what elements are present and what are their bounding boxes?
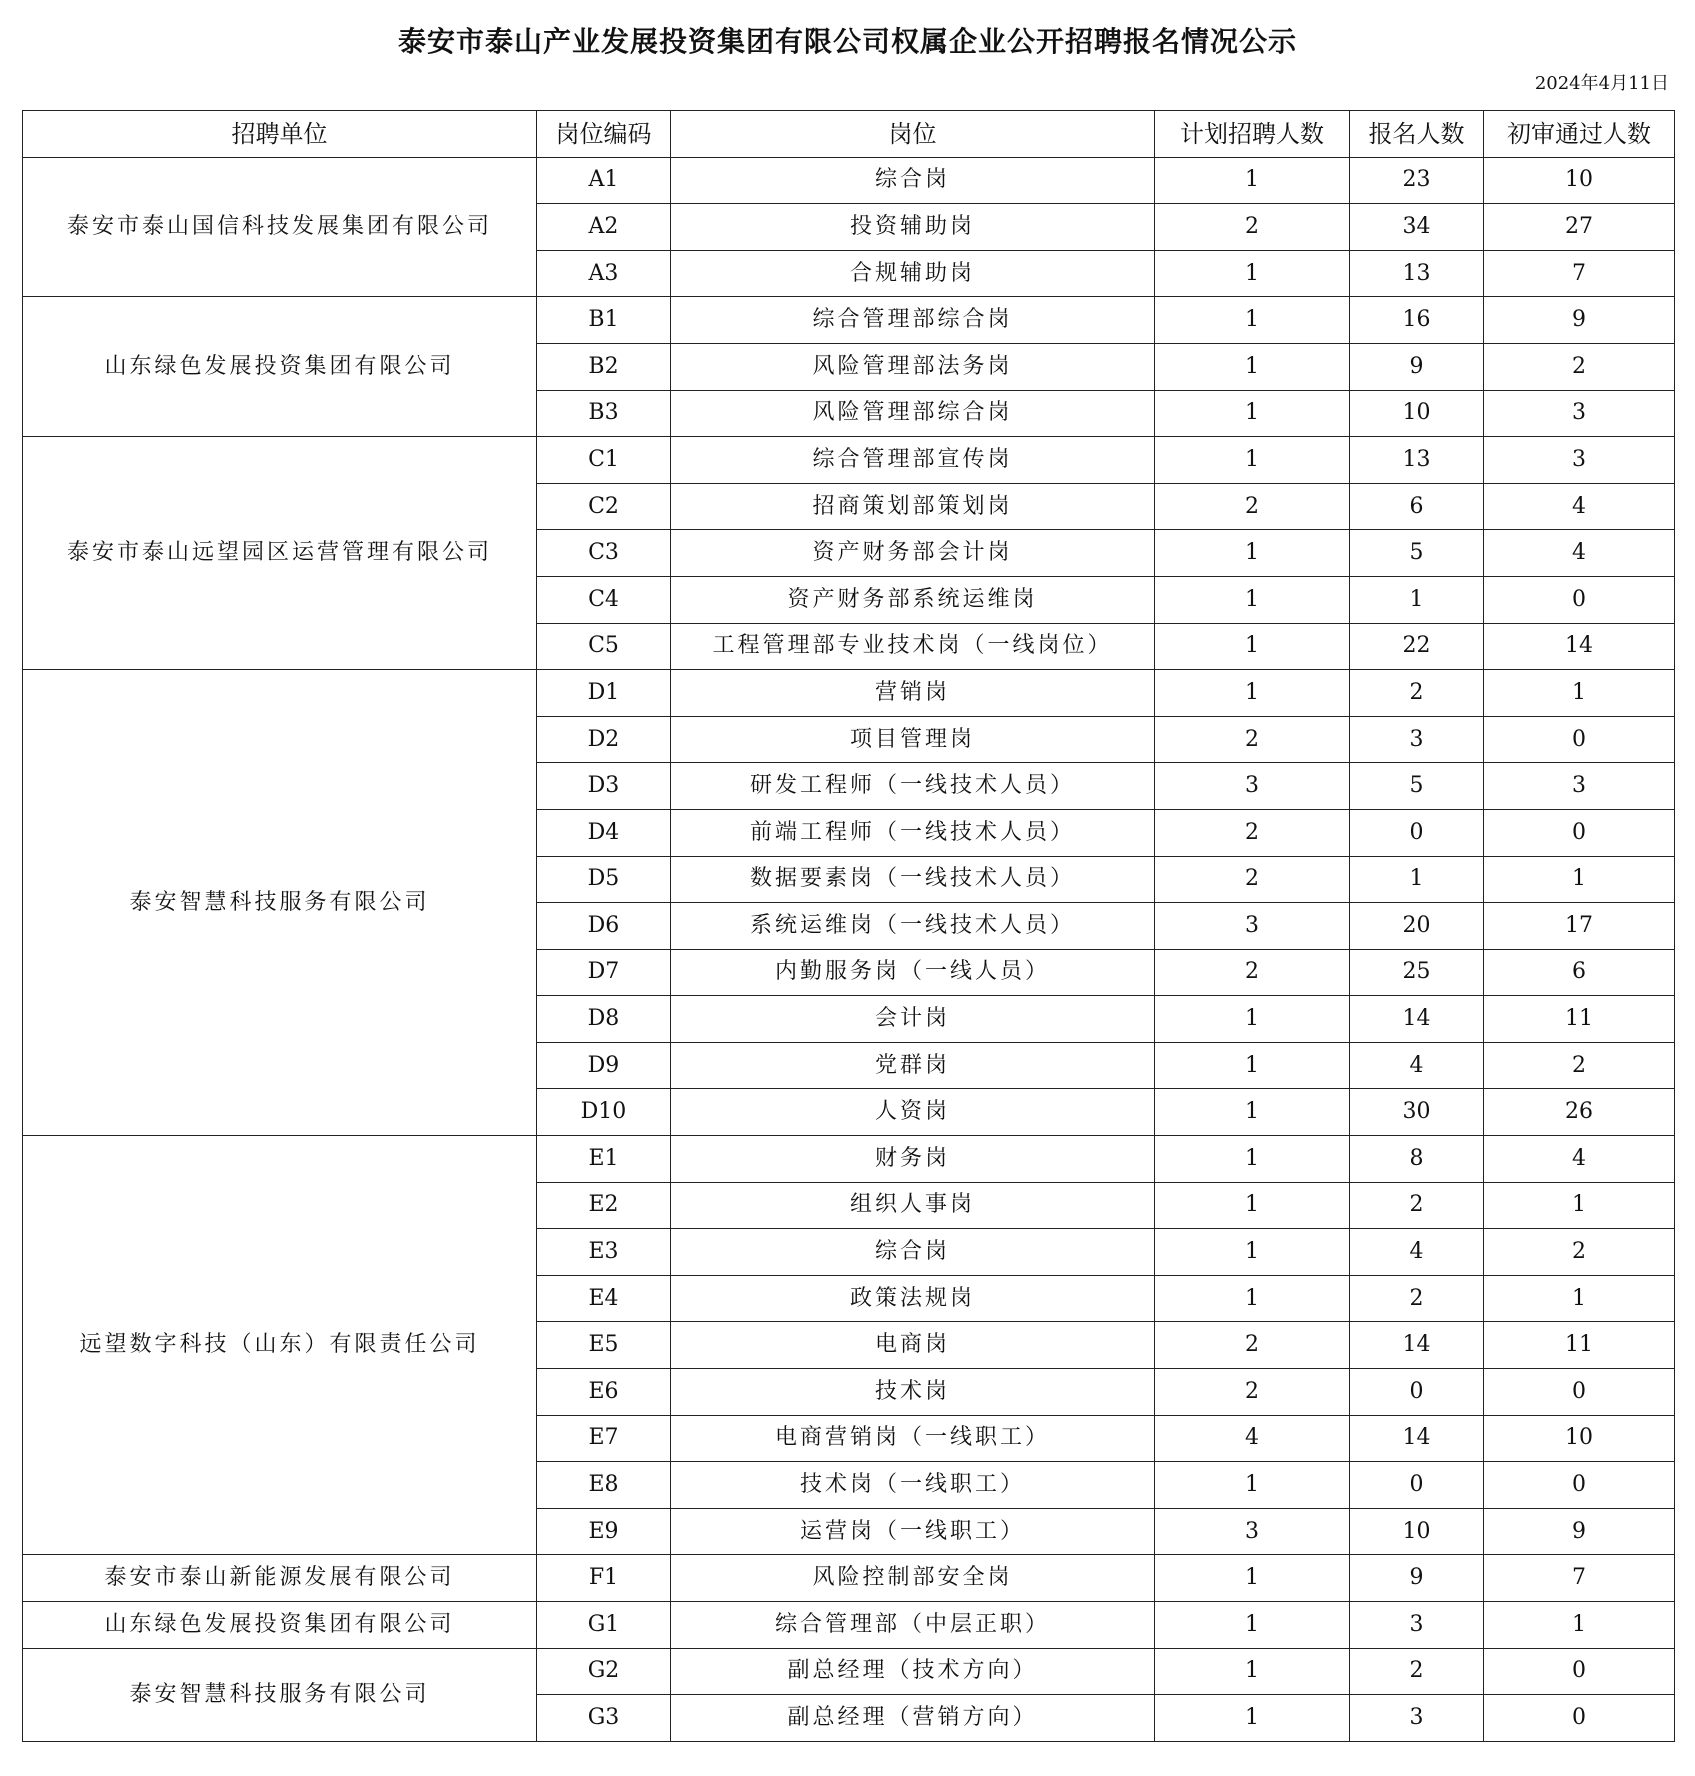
planned-hires-cell: 1 [1155, 1229, 1350, 1276]
position-cell: 综合管理部（中层正职） [671, 1602, 1155, 1649]
passed-screening-cell: 3 [1484, 437, 1675, 484]
passed-screening-cell: 0 [1484, 1695, 1675, 1742]
position-cell: 电商营销岗（一线职工） [671, 1415, 1155, 1462]
recruiting-unit-cell: 泰安智慧科技服务有限公司 [23, 1648, 537, 1741]
table-row [23, 297, 1675, 344]
position-code-cell: D8 [537, 996, 671, 1043]
passed-screening-cell: 2 [1484, 1229, 1675, 1276]
applicants-cell: 34 [1350, 204, 1484, 251]
applicants-cell: 10 [1350, 390, 1484, 437]
applicants-cell: 4 [1350, 1042, 1484, 1089]
position-code-cell: C4 [537, 576, 671, 623]
applicants-cell: 2 [1350, 670, 1484, 717]
passed-screening-cell: 0 [1484, 1369, 1675, 1416]
position-code-cell: A3 [537, 250, 671, 297]
planned-hires-cell: 1 [1155, 1089, 1350, 1136]
position-code-cell: D2 [537, 716, 671, 763]
applicants-cell: 1 [1350, 856, 1484, 903]
position-cell: 党群岗 [671, 1042, 1155, 1089]
planned-hires-cell: 1 [1155, 623, 1350, 670]
position-code-cell: D4 [537, 809, 671, 856]
passed-screening-cell: 2 [1484, 1042, 1675, 1089]
passed-screening-cell: 9 [1484, 297, 1675, 344]
recruiting-unit-cell: 山东绿色发展投资集团有限公司 [23, 297, 537, 437]
position-cell: 技术岗（一线职工） [671, 1462, 1155, 1509]
planned-hires-cell: 1 [1155, 1555, 1350, 1602]
planned-hires-cell: 2 [1155, 716, 1350, 763]
position-cell: 综合岗 [671, 1229, 1155, 1276]
applicants-cell: 20 [1350, 903, 1484, 950]
planned-hires-cell: 2 [1155, 809, 1350, 856]
applicants-cell: 2 [1350, 1275, 1484, 1322]
planned-hires-cell: 2 [1155, 949, 1350, 996]
position-cell: 组织人事岗 [671, 1182, 1155, 1229]
position-code-cell: E2 [537, 1182, 671, 1229]
position-code-cell: D9 [537, 1042, 671, 1089]
applicants-cell: 0 [1350, 1369, 1484, 1416]
position-cell: 资产财务部会计岗 [671, 530, 1155, 577]
passed-screening-cell: 9 [1484, 1508, 1675, 1555]
position-cell: 电商岗 [671, 1322, 1155, 1369]
header-position-code: 岗位编码 [537, 111, 671, 158]
planned-hires-cell: 2 [1155, 483, 1350, 530]
header-planned-hires: 计划招聘人数 [1155, 111, 1350, 158]
planned-hires-cell: 1 [1155, 1275, 1350, 1322]
passed-screening-cell: 10 [1484, 1415, 1675, 1462]
planned-hires-cell: 4 [1155, 1415, 1350, 1462]
position-code-cell: D1 [537, 670, 671, 717]
position-code-cell: C5 [537, 623, 671, 670]
passed-screening-cell: 2 [1484, 343, 1675, 390]
applicants-cell: 0 [1350, 809, 1484, 856]
applicants-cell: 4 [1350, 1229, 1484, 1276]
applicants-cell: 0 [1350, 1462, 1484, 1509]
applicants-cell: 13 [1350, 437, 1484, 484]
planned-hires-cell: 1 [1155, 1462, 1350, 1509]
table-row [23, 157, 1675, 204]
position-code-cell: D3 [537, 763, 671, 810]
publish-date: 2024年4月11日 [1534, 73, 1669, 94]
passed-screening-cell: 7 [1484, 1555, 1675, 1602]
header-passed-screening: 初审通过人数 [1484, 111, 1675, 158]
planned-hires-cell: 1 [1155, 670, 1350, 717]
applicants-cell: 22 [1350, 623, 1484, 670]
position-cell: 副总经理（技术方向） [671, 1648, 1155, 1695]
applicants-cell: 14 [1350, 1415, 1484, 1462]
planned-hires-cell: 2 [1155, 204, 1350, 251]
position-cell: 内勤服务岗（一线人员） [671, 949, 1155, 996]
position-code-cell: E5 [537, 1322, 671, 1369]
passed-screening-cell: 1 [1484, 856, 1675, 903]
position-code-cell: C3 [537, 530, 671, 577]
applicants-cell: 5 [1350, 530, 1484, 577]
applicants-cell: 2 [1350, 1182, 1484, 1229]
planned-hires-cell: 1 [1155, 437, 1350, 484]
passed-screening-cell: 11 [1484, 1322, 1675, 1369]
passed-screening-cell: 27 [1484, 204, 1675, 251]
header-applicants: 报名人数 [1350, 111, 1484, 158]
passed-screening-cell: 14 [1484, 623, 1675, 670]
planned-hires-cell: 1 [1155, 576, 1350, 623]
passed-screening-cell: 0 [1484, 809, 1675, 856]
position-cell: 财务岗 [671, 1136, 1155, 1183]
position-cell: 综合管理部综合岗 [671, 297, 1155, 344]
position-code-cell: D6 [537, 903, 671, 950]
position-code-cell: B3 [537, 390, 671, 437]
passed-screening-cell: 4 [1484, 1136, 1675, 1183]
position-cell: 人资岗 [671, 1089, 1155, 1136]
planned-hires-cell: 3 [1155, 903, 1350, 950]
passed-screening-cell: 1 [1484, 1275, 1675, 1322]
position-cell: 副总经理（营销方向） [671, 1695, 1155, 1742]
position-code-cell: E9 [537, 1508, 671, 1555]
recruiting-unit-cell: 泰安市泰山新能源发展有限公司 [23, 1555, 537, 1602]
planned-hires-cell: 1 [1155, 1695, 1350, 1742]
position-cell: 研发工程师（一线技术人员） [671, 763, 1155, 810]
position-code-cell: E6 [537, 1369, 671, 1416]
planned-hires-cell: 1 [1155, 530, 1350, 577]
header-row [23, 111, 1675, 158]
planned-hires-cell: 1 [1155, 390, 1350, 437]
passed-screening-cell: 0 [1484, 1462, 1675, 1509]
position-cell: 工程管理部专业技术岗（一线岗位） [671, 623, 1155, 670]
applicants-cell: 16 [1350, 297, 1484, 344]
position-code-cell: E4 [537, 1275, 671, 1322]
applicants-cell: 23 [1350, 157, 1484, 204]
position-code-cell: F1 [537, 1555, 671, 1602]
planned-hires-cell: 1 [1155, 1182, 1350, 1229]
applicants-cell: 14 [1350, 996, 1484, 1043]
table-row [23, 1136, 1675, 1183]
applicants-cell: 14 [1350, 1322, 1484, 1369]
position-cell: 项目管理岗 [671, 716, 1155, 763]
table-row [23, 1555, 1675, 1602]
applicants-cell: 6 [1350, 483, 1484, 530]
passed-screening-cell: 11 [1484, 996, 1675, 1043]
passed-screening-cell: 1 [1484, 670, 1675, 717]
position-code-cell: D5 [537, 856, 671, 903]
applicants-cell: 1 [1350, 576, 1484, 623]
table-row [23, 1648, 1675, 1695]
position-cell: 营销岗 [671, 670, 1155, 717]
planned-hires-cell: 1 [1155, 250, 1350, 297]
applicants-cell: 8 [1350, 1136, 1484, 1183]
passed-screening-cell: 1 [1484, 1182, 1675, 1229]
passed-screening-cell: 0 [1484, 576, 1675, 623]
position-cell: 风险控制部安全岗 [671, 1555, 1155, 1602]
position-cell: 风险管理部综合岗 [671, 390, 1155, 437]
planned-hires-cell: 3 [1155, 1508, 1350, 1555]
position-code-cell: E1 [537, 1136, 671, 1183]
applicants-cell: 10 [1350, 1508, 1484, 1555]
position-code-cell: E8 [537, 1462, 671, 1509]
applicants-cell: 5 [1350, 763, 1484, 810]
recruiting-unit-cell: 远望数字科技（山东）有限责任公司 [23, 1136, 537, 1555]
passed-screening-cell: 0 [1484, 716, 1675, 763]
position-cell: 系统运维岗（一线技术人员） [671, 903, 1155, 950]
passed-screening-cell: 0 [1484, 1648, 1675, 1695]
position-cell: 政策法规岗 [671, 1275, 1155, 1322]
passed-screening-cell: 7 [1484, 250, 1675, 297]
position-code-cell: E7 [537, 1415, 671, 1462]
passed-screening-cell: 6 [1484, 949, 1675, 996]
planned-hires-cell: 2 [1155, 1369, 1350, 1416]
position-cell: 投资辅助岗 [671, 204, 1155, 251]
position-code-cell: G1 [537, 1602, 671, 1649]
passed-screening-cell: 3 [1484, 390, 1675, 437]
passed-screening-cell: 26 [1484, 1089, 1675, 1136]
planned-hires-cell: 3 [1155, 763, 1350, 810]
applicants-cell: 25 [1350, 949, 1484, 996]
header-position: 岗位 [671, 111, 1155, 158]
applicants-cell: 13 [1350, 250, 1484, 297]
passed-screening-cell: 10 [1484, 157, 1675, 204]
position-code-cell: D7 [537, 949, 671, 996]
position-code-cell: B2 [537, 343, 671, 390]
passed-screening-cell: 1 [1484, 1602, 1675, 1649]
recruiting-unit-cell: 泰安市泰山国信科技发展集团有限公司 [23, 157, 537, 297]
recruiting-unit-cell: 泰安智慧科技服务有限公司 [23, 670, 537, 1136]
position-cell: 合规辅助岗 [671, 250, 1155, 297]
passed-screening-cell: 17 [1484, 903, 1675, 950]
passed-screening-cell: 4 [1484, 483, 1675, 530]
position-code-cell: D10 [537, 1089, 671, 1136]
table-body [23, 157, 1675, 1741]
position-cell: 风险管理部法务岗 [671, 343, 1155, 390]
table-row [23, 437, 1675, 484]
position-cell: 综合管理部宣传岗 [671, 437, 1155, 484]
position-cell: 运营岗（一线职工） [671, 1508, 1155, 1555]
position-code-cell: C1 [537, 437, 671, 484]
table-row [23, 670, 1675, 717]
applicants-cell: 3 [1350, 1602, 1484, 1649]
page-title: 泰安市泰山产业发展投资集团有限公司权属企业公开招聘报名情况公示 [397, 25, 1297, 58]
planned-hires-cell: 2 [1155, 856, 1350, 903]
recruiting-unit-cell: 泰安市泰山远望园区运营管理有限公司 [23, 437, 537, 670]
planned-hires-cell: 1 [1155, 157, 1350, 204]
planned-hires-cell: 1 [1155, 1042, 1350, 1089]
passed-screening-cell: 4 [1484, 530, 1675, 577]
planned-hires-cell: 1 [1155, 343, 1350, 390]
applicants-cell: 9 [1350, 343, 1484, 390]
position-code-cell: G3 [537, 1695, 671, 1742]
position-cell: 数据要素岗（一线技术人员） [671, 856, 1155, 903]
planned-hires-cell: 1 [1155, 297, 1350, 344]
position-code-cell: G2 [537, 1648, 671, 1695]
position-cell: 招商策划部策划岗 [671, 483, 1155, 530]
recruiting-unit-cell: 山东绿色发展投资集团有限公司 [23, 1602, 537, 1649]
planned-hires-cell: 2 [1155, 1322, 1350, 1369]
position-cell: 资产财务部系统运维岗 [671, 576, 1155, 623]
position-code-cell: E3 [537, 1229, 671, 1276]
position-code-cell: A1 [537, 157, 671, 204]
applicants-cell: 30 [1350, 1089, 1484, 1136]
recruitment-table [22, 110, 1675, 1742]
applicants-cell: 9 [1350, 1555, 1484, 1602]
applicants-cell: 3 [1350, 716, 1484, 763]
passed-screening-cell: 3 [1484, 763, 1675, 810]
planned-hires-cell: 1 [1155, 1136, 1350, 1183]
header-recruiting-unit: 招聘单位 [23, 111, 537, 158]
applicants-cell: 3 [1350, 1695, 1484, 1742]
position-code-cell: C2 [537, 483, 671, 530]
position-cell: 技术岗 [671, 1369, 1155, 1416]
position-code-cell: A2 [537, 204, 671, 251]
table-row [23, 1602, 1675, 1649]
position-cell: 会计岗 [671, 996, 1155, 1043]
applicants-cell: 2 [1350, 1648, 1484, 1695]
position-cell: 前端工程师（一线技术人员） [671, 809, 1155, 856]
position-cell: 综合岗 [671, 157, 1155, 204]
planned-hires-cell: 1 [1155, 1602, 1350, 1649]
planned-hires-cell: 1 [1155, 1648, 1350, 1695]
planned-hires-cell: 1 [1155, 996, 1350, 1043]
position-code-cell: B1 [537, 297, 671, 344]
